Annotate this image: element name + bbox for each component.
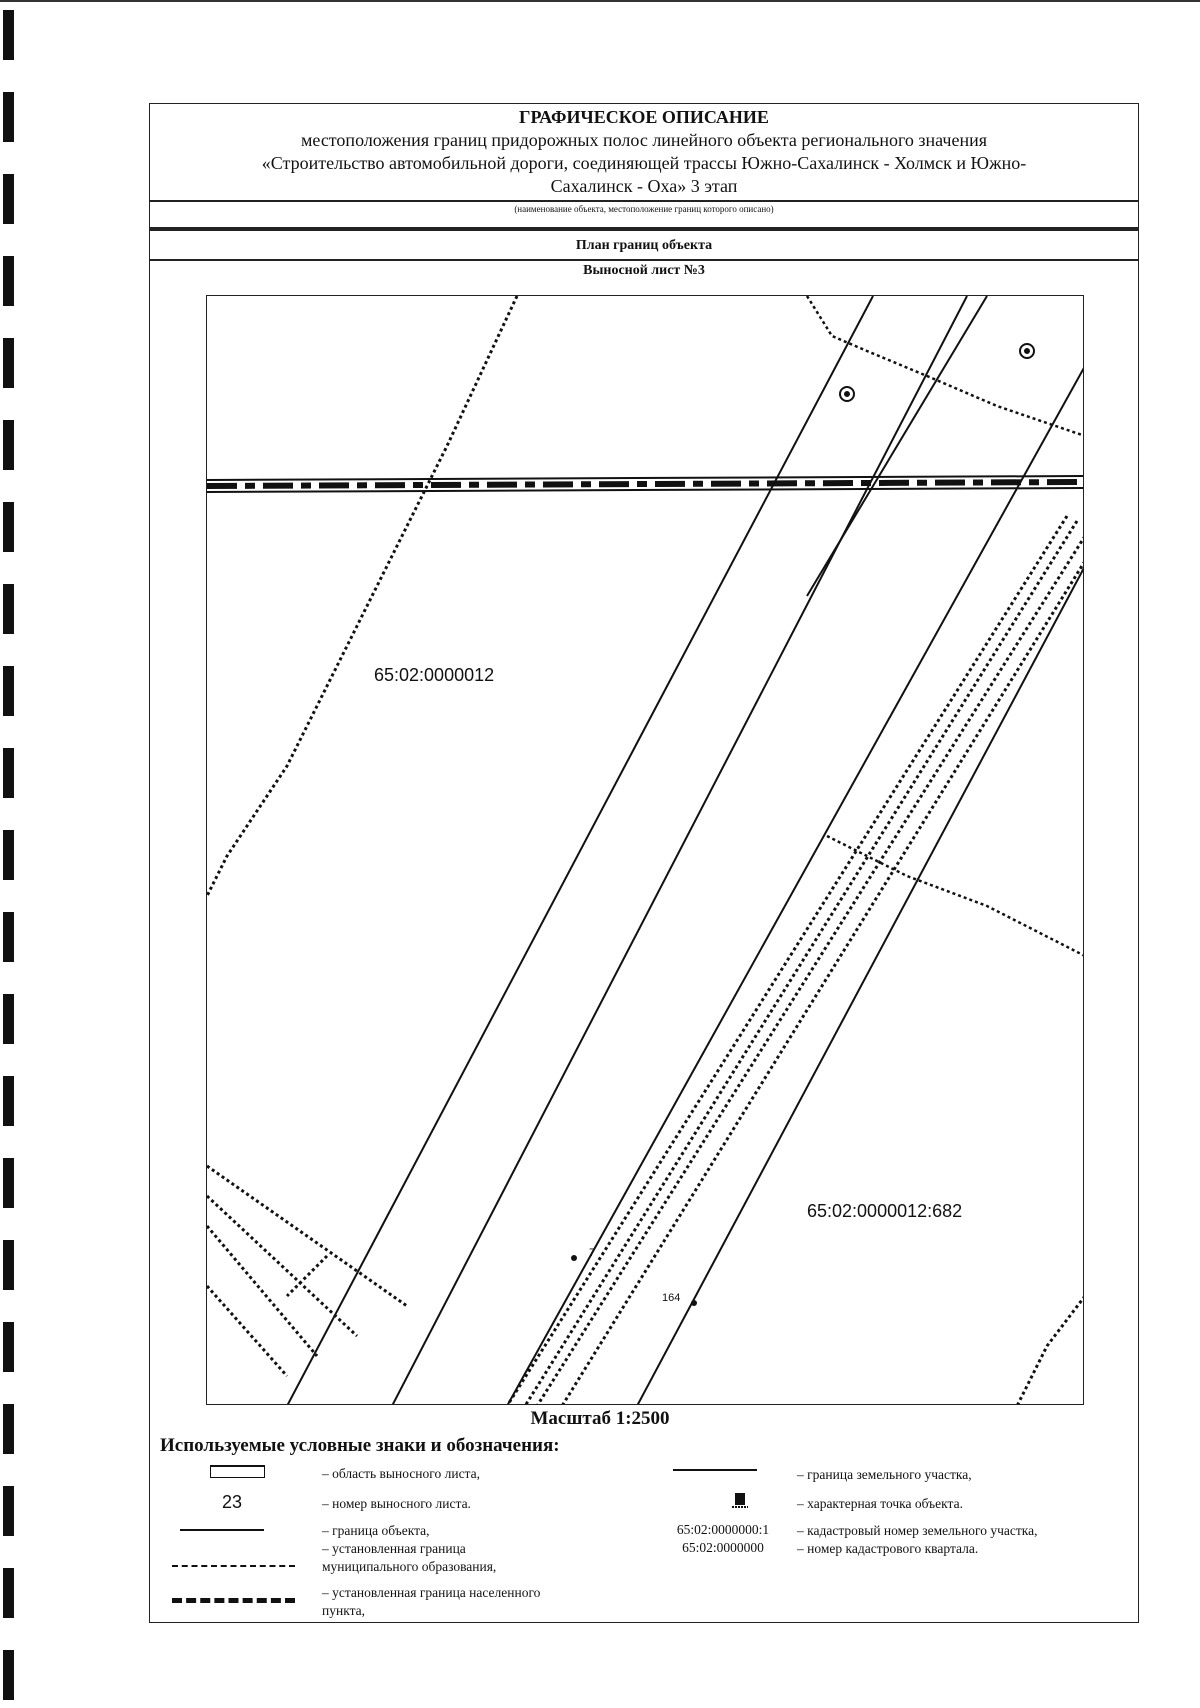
legend-quarter-number: – номер кадастрового квартала. bbox=[797, 1541, 979, 1556]
legend-parcel-number: – кадастровый номер земельного участка, bbox=[797, 1523, 1038, 1538]
binder-hole bbox=[3, 1076, 14, 1126]
point-label-164: 164 bbox=[662, 1292, 681, 1304]
quarter-boundary-left bbox=[207, 296, 517, 896]
parcel-label: 65:02:0000012:682 bbox=[807, 1201, 963, 1221]
binder-hole bbox=[3, 420, 14, 470]
legend-characteristic-point: – характерная точка объекта. bbox=[797, 1496, 963, 1511]
map-scale: Масштаб 1:2500 bbox=[530, 1408, 670, 1429]
binder-hole bbox=[3, 1240, 14, 1290]
characteristic-point-164 bbox=[691, 1300, 697, 1306]
legend-object-boundary: – граница объекта, bbox=[322, 1523, 430, 1538]
map-drawing bbox=[207, 296, 1084, 1405]
binder-hole bbox=[3, 912, 14, 962]
legend-characteristic-point-icon bbox=[730, 1490, 750, 1510]
characteristic-point-7 bbox=[571, 1255, 577, 1261]
legend-parcel-code-sample: 65:02:0000000:1 bbox=[676, 1522, 770, 1537]
object-boundary-lines bbox=[287, 296, 1084, 1405]
binder-hole bbox=[3, 1486, 14, 1536]
binder-hole bbox=[3, 1158, 14, 1208]
legend-title: Используемые условные знаки и обозначения: bbox=[160, 1435, 560, 1456]
binder-hole bbox=[3, 994, 14, 1044]
header-line-2: «Строительство автомобильной дороги, соединяющей трассы Южно-Сахалинск - Холмск и Южно- bbox=[261, 153, 1027, 173]
header-rule bbox=[149, 259, 1139, 261]
legend-sheet-number-sample: 23 bbox=[222, 1492, 243, 1512]
legend-quarter-code-sample: 65:02:0000000 bbox=[682, 1540, 764, 1555]
binder-hole bbox=[3, 502, 14, 552]
sheet-title: Выносной лист №3 bbox=[583, 263, 705, 278]
settlement-boundary-horizontal bbox=[207, 476, 1084, 492]
header-rule bbox=[149, 200, 1139, 202]
legend-municipal-boundary-2: муниципального образования, bbox=[322, 1559, 497, 1574]
binder-hole bbox=[3, 666, 14, 716]
binder-hole bbox=[3, 1568, 14, 1618]
header-rule bbox=[149, 229, 1139, 231]
legend-settlement-boundary-symbol bbox=[172, 1598, 295, 1603]
legend-sheet-number: – номер выносного листа. bbox=[322, 1496, 471, 1511]
legend-settlement-boundary-2: пункта, bbox=[322, 1603, 366, 1618]
binder-hole bbox=[3, 748, 14, 798]
header-line-3: Сахалинск - Оха» 3 этап bbox=[550, 176, 738, 196]
cadastral-quarter-label: 65:02:0000012 bbox=[374, 665, 495, 685]
binder-hole bbox=[3, 1650, 14, 1700]
binder-hole bbox=[3, 174, 14, 224]
point-label-7: 7 bbox=[589, 1247, 596, 1259]
document-title: ГРАФИЧЕСКОЕ ОПИСАНИЕ bbox=[519, 107, 769, 127]
legend-object-boundary-symbol bbox=[180, 1529, 264, 1531]
legend-municipal-boundary-symbol bbox=[172, 1565, 295, 1567]
page-top-edge bbox=[0, 0, 1200, 2]
header-line-1: местоположения границ придорожных полос линейного объекта регионального значения bbox=[300, 130, 987, 150]
binder-hole bbox=[3, 256, 14, 306]
legend-parcel-boundary: – граница земельного участка, bbox=[797, 1467, 972, 1482]
binder-hole bbox=[3, 830, 14, 880]
map-sheet bbox=[206, 295, 1084, 1405]
legend-sheet-area-symbol bbox=[210, 1465, 265, 1478]
binder-hole bbox=[3, 10, 14, 60]
parcel-boundary-right bbox=[827, 836, 1084, 956]
header-note: (наименование объекта, местоположение границ которого описано) bbox=[514, 204, 774, 214]
legend-sheet-area: – область выносного листа, bbox=[322, 1466, 480, 1481]
parcel-boundary-bottom-right bbox=[1017, 1296, 1084, 1405]
plan-title: План границ объекта bbox=[575, 238, 713, 253]
document-header bbox=[149, 103, 1139, 278]
binder-hole bbox=[3, 1322, 14, 1372]
road-edge-dotted bbox=[507, 516, 1084, 1405]
legend-municipal-boundary-1: – установленная граница bbox=[322, 1541, 466, 1556]
legend-settlement-boundary-1: – установленная граница населенного bbox=[322, 1585, 541, 1600]
lower-left-boundaries bbox=[207, 1166, 407, 1376]
binder-hole bbox=[3, 584, 14, 634]
binder-holes bbox=[0, 0, 30, 1708]
binder-hole bbox=[3, 338, 14, 388]
binder-hole bbox=[3, 92, 14, 142]
legend-parcel-boundary-symbol bbox=[673, 1469, 757, 1471]
